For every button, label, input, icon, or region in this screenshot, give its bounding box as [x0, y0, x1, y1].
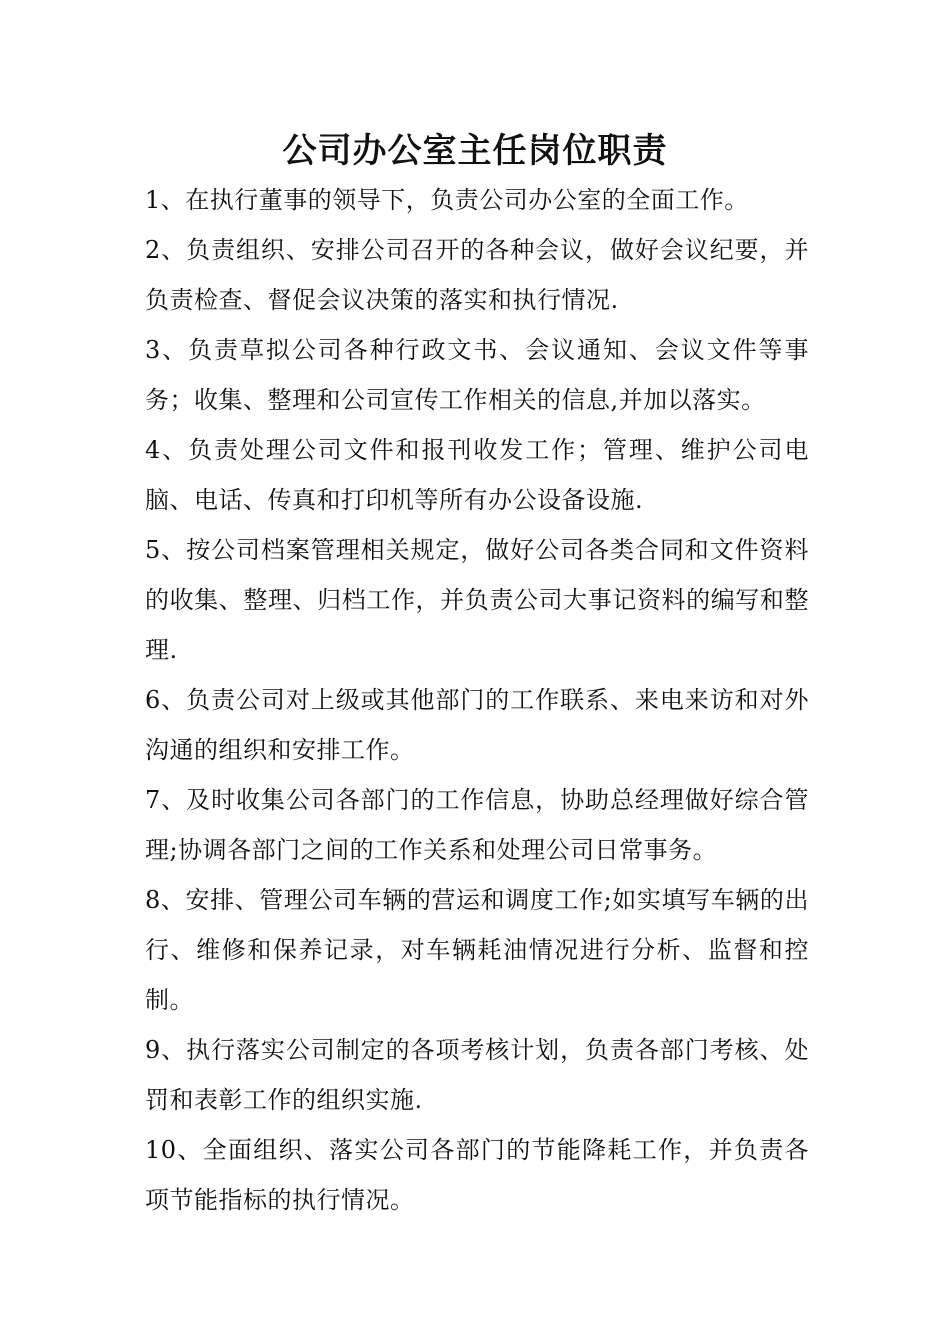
duty-item-5: 5、按公司档案管理相关规定，做好公司各类合同和文件资料的收集、整理、归档工作，并负责公司大事记资料的编写和整理. [145, 536, 809, 664]
duty-item-1: 1、在执行董事的领导下，负责公司办公室的全面工作。 [145, 186, 749, 214]
duty-item-2: 2、负责组织、安排公司召开的各种会议，做好会议纪要，并负责检查、督促会议决策的落实和执行情况. [145, 236, 809, 314]
duty-item-6: 6、负责公司对上级或其他部门的工作联系、来电来访和对外沟通的组织和安排工作。 [145, 686, 809, 764]
duty-item-4: 4、负责处理公司文件和报刊收发工作；管理、维护公司电脑、电话、传真和打印机等所有办公设备设施. [145, 436, 809, 514]
duty-item-8: 8、安排、管理公司车辆的营运和调度工作;如实填写车辆的出行、维修和保养记录，对车辆耗油情况进行分析、监督和控制。 [145, 886, 809, 1014]
duty-item-9: 9、执行落实公司制定的各项考核计划，负责各部门考核、处罚和表彰工作的组织实施. [145, 1036, 809, 1114]
document-title: 公司办公室主任岗位职责 [282, 131, 668, 171]
duty-item-3: 3、负责草拟公司各种行政文书、会议通知、会议文件等事务；收集、整理和公司宣传工作相关的信息,并加以落实。 [145, 336, 809, 414]
duty-list [145, 175, 809, 1225]
duty-item-10: 10、全面组织、落实公司各部门的节能降耗工作，并负责各项节能指标的执行情况。 [145, 1136, 809, 1214]
duty-item-7: 7、及时收集公司各部门的工作信息，协助总经理做好综合管理;协调各部门之间的工作关系和处理公司日常事务。 [145, 786, 809, 864]
